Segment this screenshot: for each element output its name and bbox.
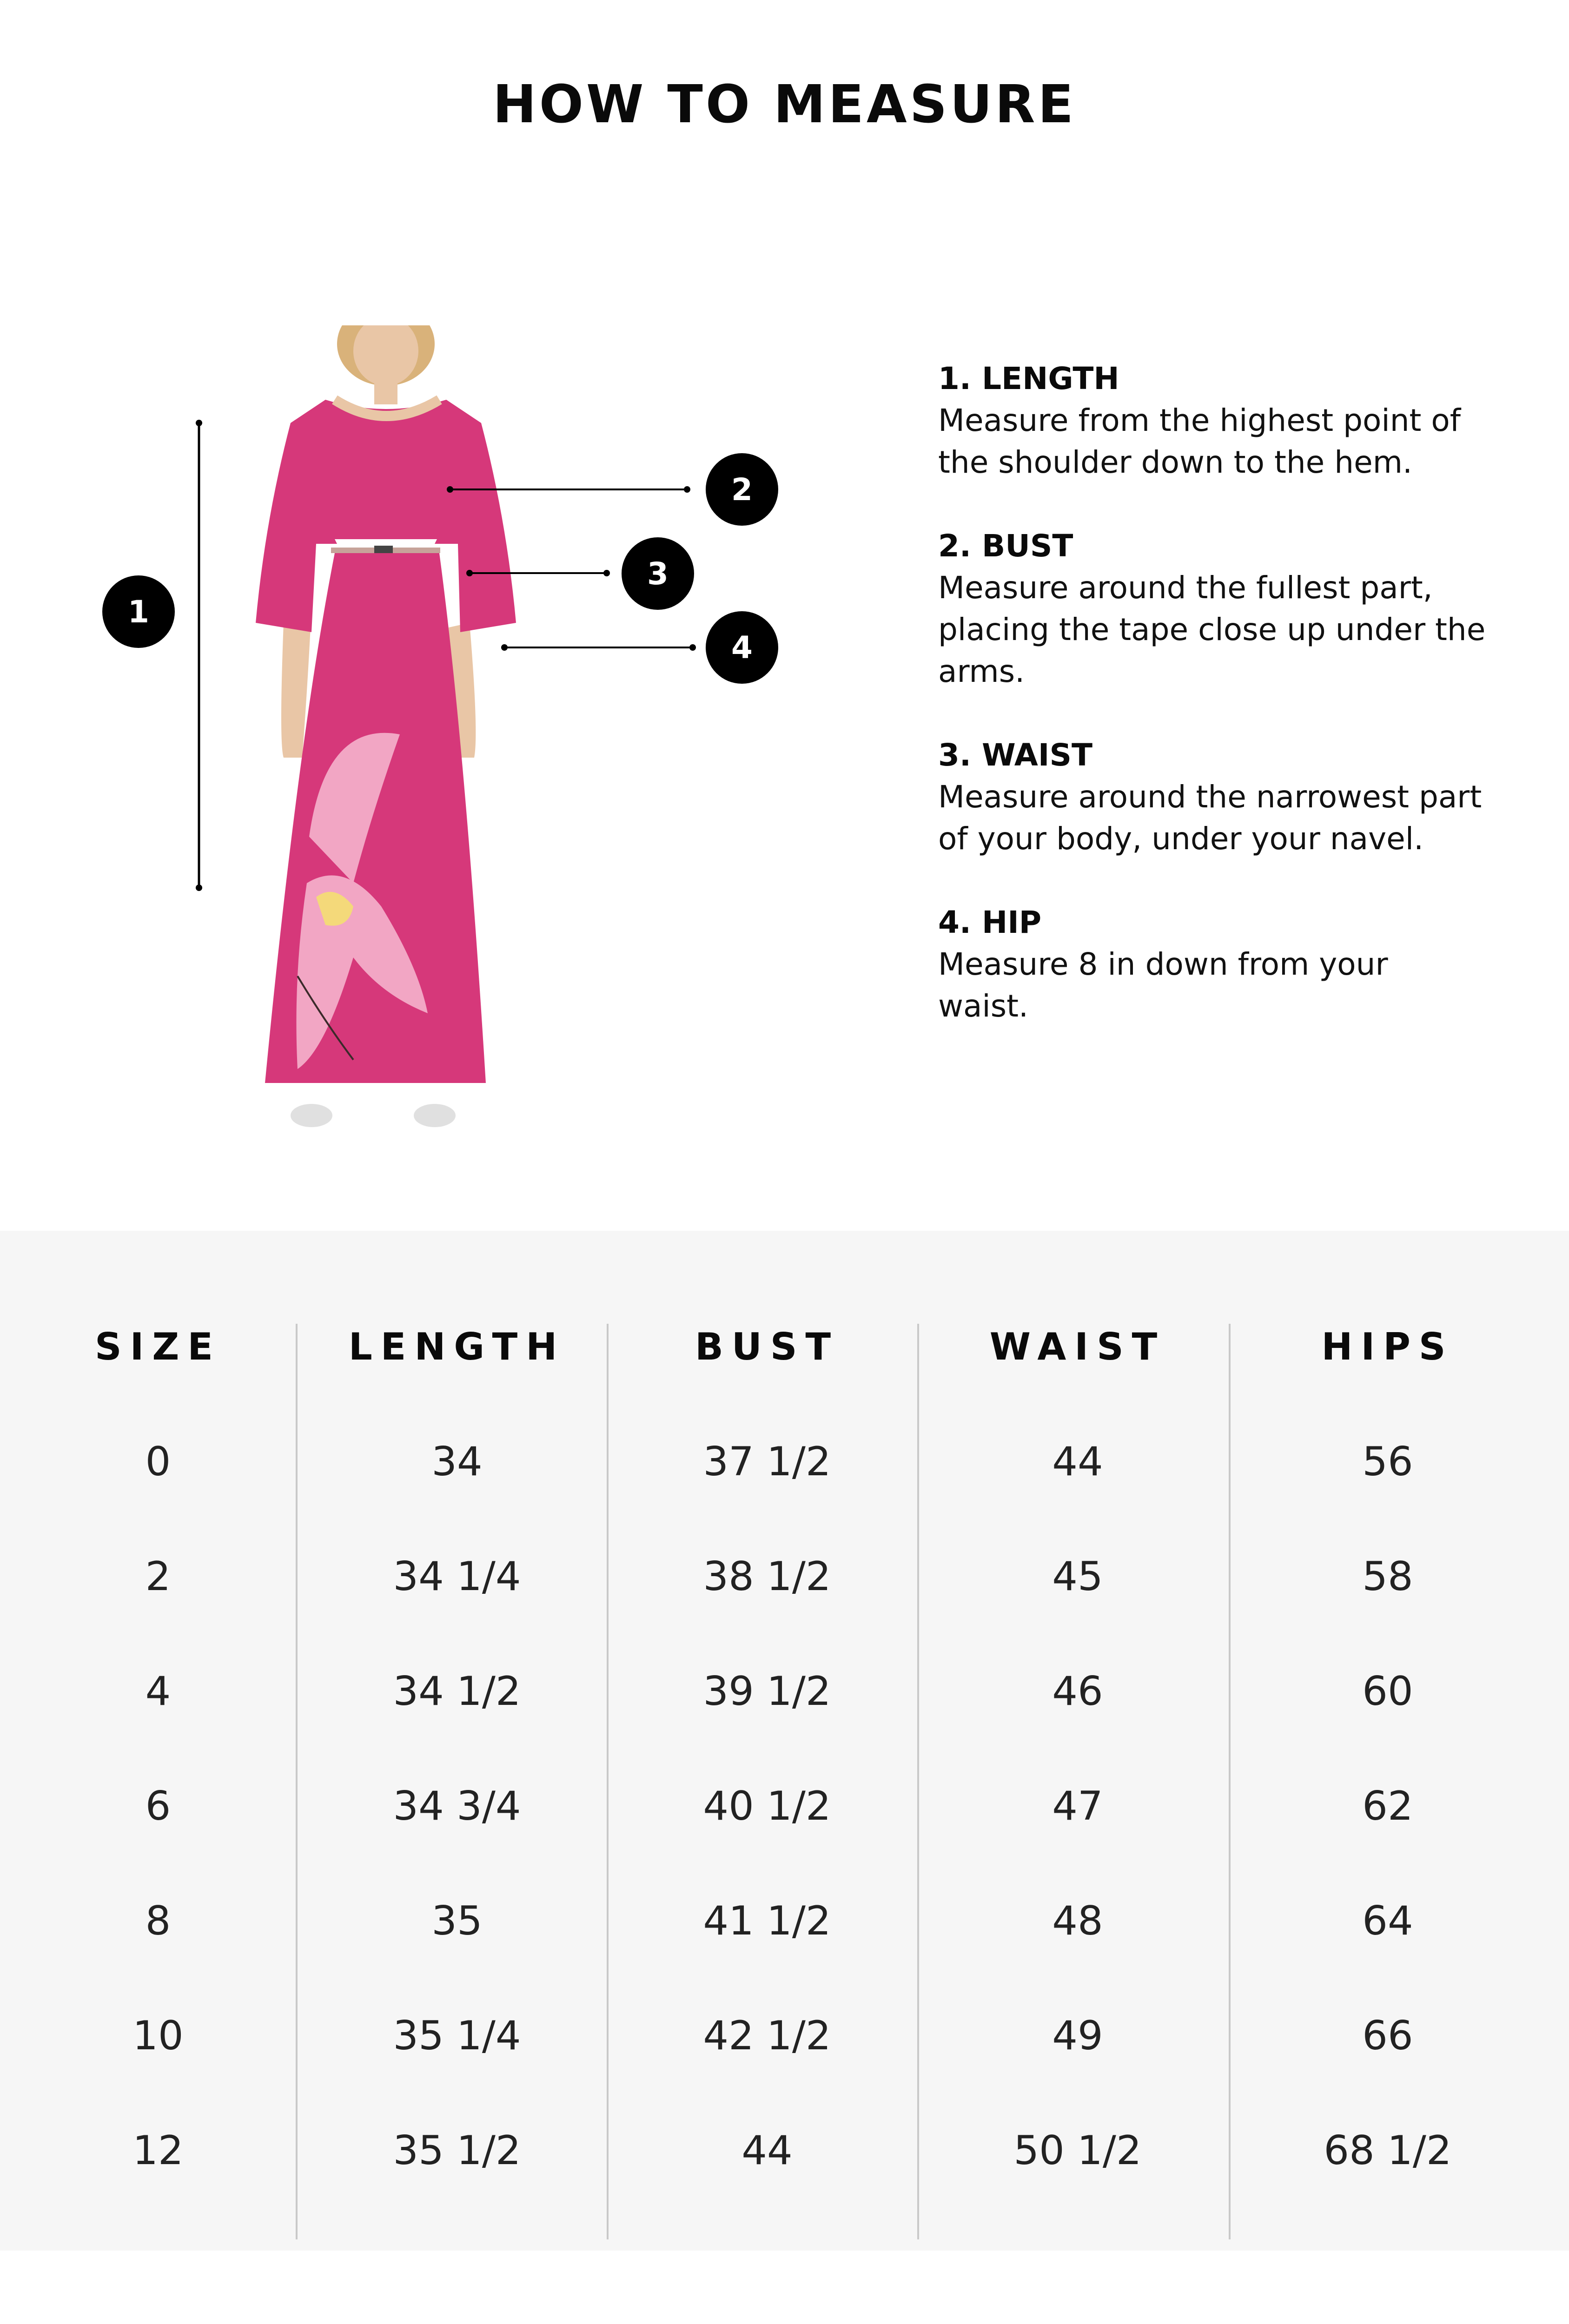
table-cell-length: 35 1/4 [393, 2013, 521, 2059]
table-cell-length: 34 1/4 [393, 1553, 521, 1600]
table-cell-size: 8 [145, 1898, 171, 1944]
table-cell-bust: 44 [741, 2127, 793, 2174]
table-cell-hips: 56 [1362, 1439, 1413, 1485]
table-cell-length: 34 3/4 [393, 1783, 521, 1829]
table-cell-bust: 39 1/2 [703, 1668, 831, 1715]
column-waist [922, 1324, 1233, 2193]
table-cell-bust: 38 1/2 [703, 1553, 831, 1600]
size-chart-panel [0, 1231, 1569, 2251]
table-cell-waist: 50 1/2 [1013, 2127, 1142, 2174]
table-cell-length: 34 [431, 1439, 483, 1485]
marker-hip: 4 [706, 611, 778, 684]
column-length [302, 1324, 612, 2193]
column-header-hips: HIPS [1321, 1325, 1454, 1368]
measure-instructions [938, 358, 1487, 1069]
page-title: HOW TO MEASURE [492, 74, 1077, 135]
table-cell-bust: 37 1/2 [703, 1439, 831, 1485]
table-cell-size: 6 [145, 1783, 171, 1829]
instruction-waist: 3. WAIST Measure around the narrowest part of your body, under your navel. [938, 737, 1482, 857]
table-cell-size: 10 [132, 2013, 184, 2059]
column-header-size: SIZE [94, 1325, 222, 1368]
table-cell-hips: 68 1/2 [1324, 2127, 1452, 2174]
table-cell-length: 34 1/2 [393, 1668, 521, 1715]
marker-bust: 2 [706, 453, 778, 526]
marker-waist: 3 [622, 537, 694, 610]
table-cell-waist: 47 [1052, 1783, 1103, 1829]
column-header-length: LENGTH [348, 1325, 566, 1368]
column-bust [612, 1324, 922, 2193]
table-cell-size: 2 [145, 1553, 171, 1600]
measurement-figure [0, 325, 883, 1162]
column-hips [1232, 1324, 1543, 2193]
table-cell-waist: 49 [1052, 2013, 1103, 2059]
instruction-bust: 2. BUST Measure around the fullest part, placing the tape close up under the arms. [938, 528, 1486, 689]
table-cell-hips: 60 [1362, 1668, 1413, 1715]
table-cell-waist: 46 [1052, 1668, 1103, 1715]
table-cell-hips: 64 [1362, 1898, 1413, 1944]
column-size [3, 1324, 313, 2193]
table-cell-waist: 48 [1052, 1898, 1103, 1944]
table-cell-bust: 40 1/2 [703, 1783, 831, 1829]
table-cell-size: 0 [145, 1439, 171, 1485]
size-chart-table [0, 1324, 1569, 2193]
column-header-waist: WAIST [989, 1325, 1166, 1368]
marker-length: 1 [102, 575, 175, 648]
dress-illustration [0, 325, 883, 1162]
table-cell-length: 35 1/2 [393, 2127, 521, 2174]
instruction-hip: 4. HIP Measure 8 in down from your waist. [938, 905, 1388, 1024]
table-cell-hips: 62 [1362, 1783, 1413, 1829]
column-header-bust: BUST [695, 1325, 840, 1368]
table-cell-size: 12 [132, 2127, 184, 2174]
table-cell-hips: 58 [1362, 1553, 1413, 1600]
table-cell-length: 35 [431, 1898, 483, 1944]
table-cell-size: 4 [145, 1668, 171, 1715]
table-cell-waist: 45 [1052, 1553, 1103, 1600]
table-cell-hips: 66 [1362, 2013, 1413, 2059]
instruction-length: 1. LENGTH Measure from the highest point of the shoulder down to the hem. [938, 361, 1461, 480]
table-cell-bust: 42 1/2 [703, 2013, 831, 2059]
table-cell-bust: 41 1/2 [703, 1898, 831, 1944]
table-cell-waist: 44 [1052, 1439, 1103, 1485]
